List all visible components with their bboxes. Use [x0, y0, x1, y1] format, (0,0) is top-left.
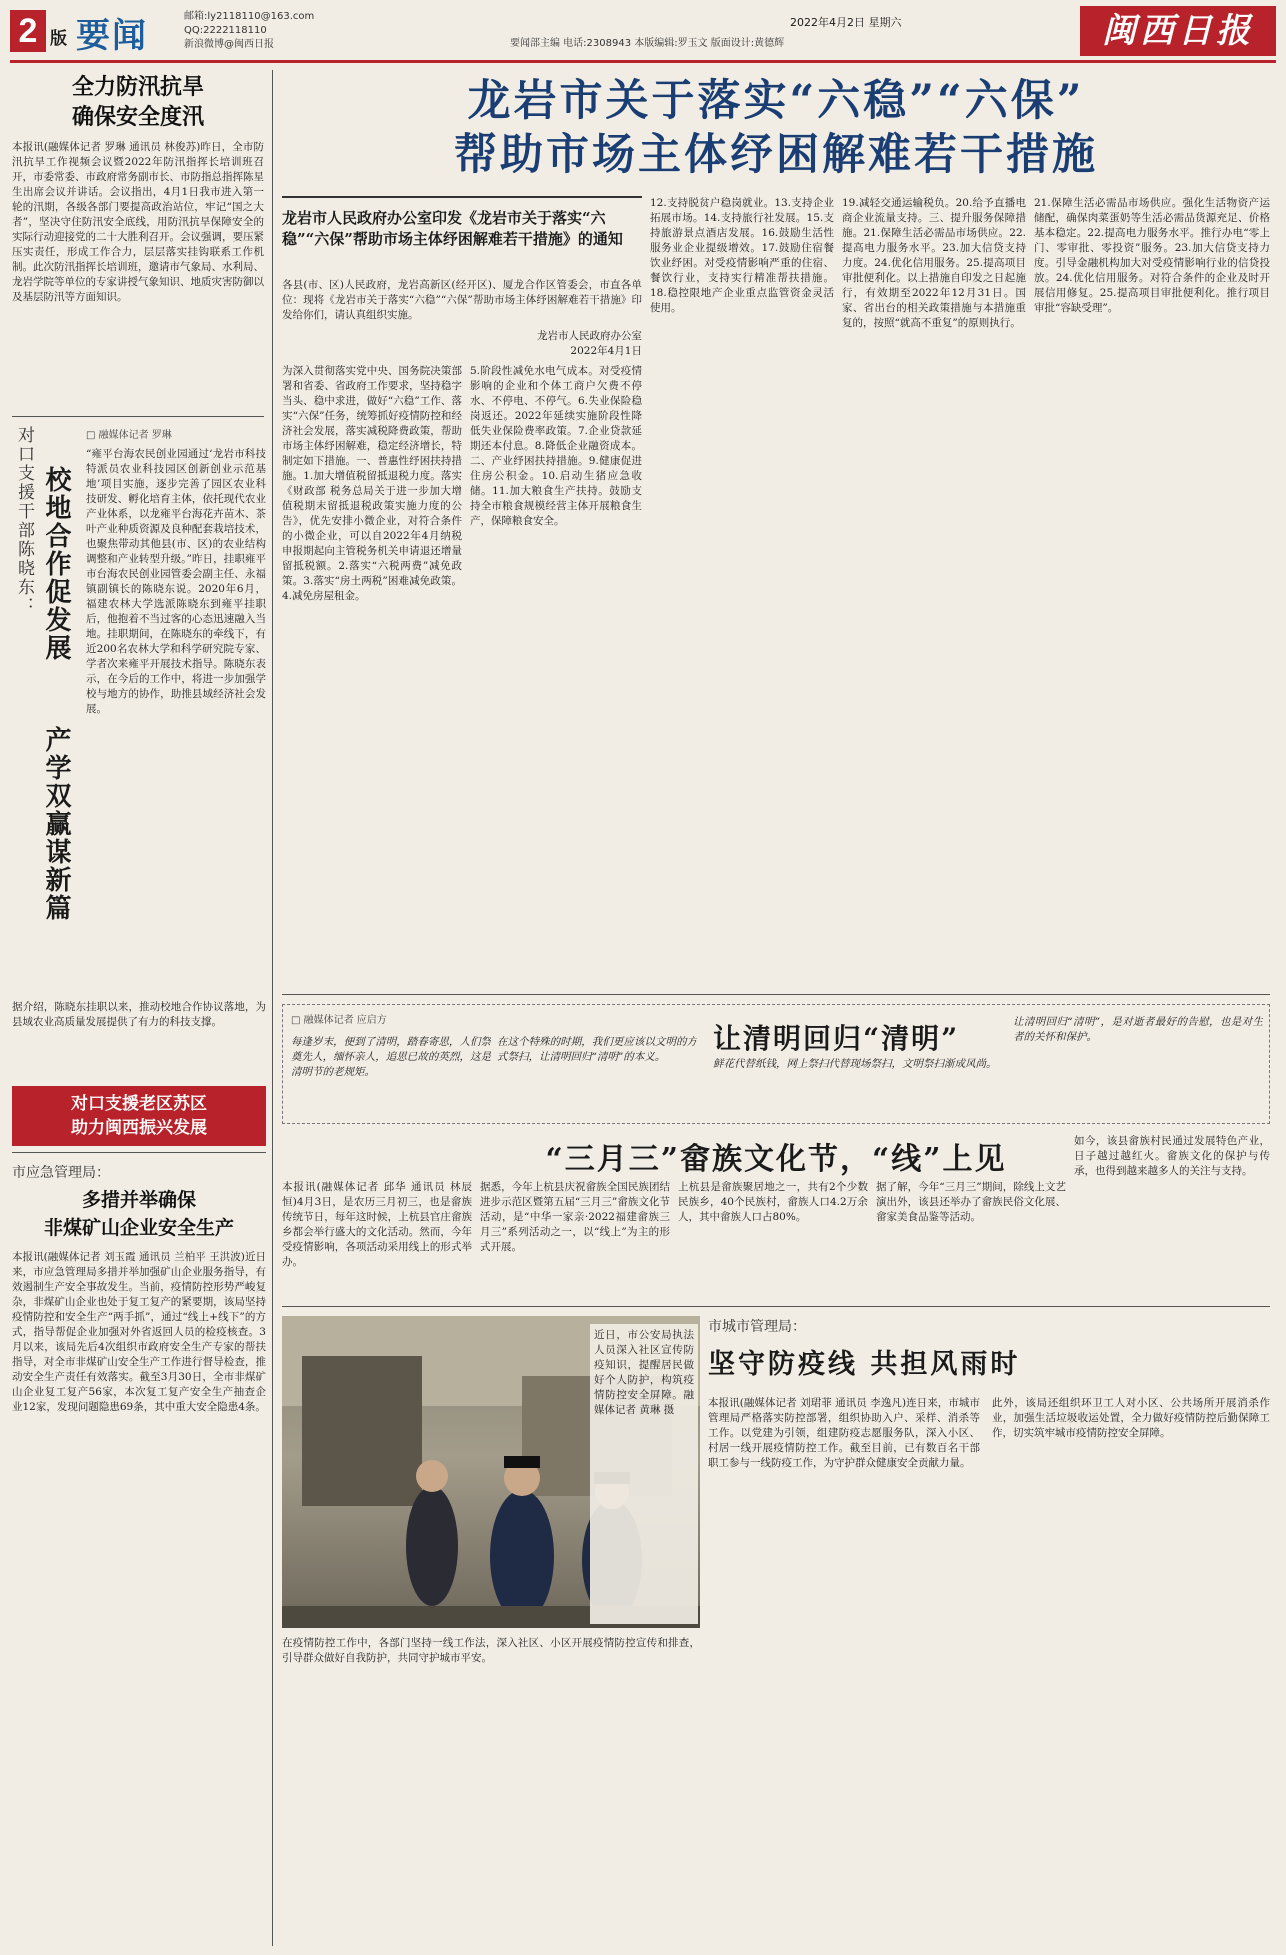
flood-headline-2: 确保安全度汛	[71, 104, 204, 130]
qingming-body-2: 在这个特殊的时期，我们更应该以文明的方式祭扫，让清明回归“清明”的本义。	[497, 1036, 697, 1063]
editors-line: 要闻部主编 电话:2308943 本版编辑:罗玉文 版面设计:黄德辉	[510, 38, 785, 49]
notice-date: 2022年4月1日	[570, 345, 642, 357]
notice-signer: 龙岩市人民政府办公室	[537, 330, 642, 342]
contact-email: 邮箱:ly2118110@163.com	[184, 11, 315, 22]
sanyuesan-body-2: 据悉，今年上杭县庆祝畲族全国民族团结进步示范区暨第五届“三月三”畲族文化节活动，是“中华一家亲·2022福建畲族三月三”系列活动之一，以“线上”为主的形式开展。	[480, 1181, 670, 1253]
feature-body: “雍平台海农民创业园通过‘龙岩市科技特派员农业科技园区创新创业示范基地’项目实施，逐步完善了园区农业科技研发、孵化培育主体，依托现代农业产业体系，以龙雍平台海花卉苗木、茶叶产业种质资源及良种配套栽培技术，也聚焦带动其他县(市、区)的农业结构调整和产业转型升级。”昨日，挂职雍平市台海农民创业园管委会副主任、永福镇副镇长的陈晓东说。2020年6月，福建农林大学选派陈晓东到雍平挂职后，他抱着不当过客的心态迅速融入当地。挂职期间，在陈晓东的牵线下，有近200名农林大学和科学研究院专家、学者次来雍平开展技术指导。陈晓东表示，在今后的工作中，将进一步加强学校与地方的协作，助推县域经济社会发展。	[86, 448, 266, 715]
sanyuesan-body-3: 上杭县是畲族聚居地之一，共有2个少数民族乡，40个民族村，畲族人口4.2万余人，其中畲族人口占80%。	[678, 1181, 868, 1223]
sanyuesan-body-5: 如今，该县畲族村民通过发展特色产业，日子越过越红火。畲族文化的保护与传承，也得到越来越多人的关注与支持。	[1074, 1135, 1270, 1177]
support-ribbon	[12, 1086, 266, 1146]
qingming-byline: □ 融媒体记者 应启方	[291, 1015, 387, 1026]
section-name: 要闻	[76, 16, 148, 56]
safety-headline-2: 非煤矿山企业安全生产	[43, 1217, 234, 1239]
qingming-body-3: 鲜花代替纸钱，网上祭扫代替现场祭扫，文明祭扫渐成风尚。	[713, 1058, 997, 1070]
divider-col1-b	[12, 1152, 266, 1153]
contact-qq: QQ:2222118110	[184, 25, 267, 36]
main-title-line-2: 帮助市场主体纾困解难若干措施	[454, 130, 1098, 180]
city-mgmt-article	[708, 1316, 1270, 1946]
main-title-line-1: 龙岩市关于落实“六稳”“六保”	[467, 76, 1085, 126]
qingming-box	[282, 1004, 1270, 1124]
flood-article	[12, 72, 264, 412]
masthead-logo: 闽西日报	[1080, 6, 1276, 56]
feature-kicker: 对口支援干部陈晓东：	[14, 426, 34, 616]
notice-box	[282, 196, 642, 357]
qingming-body-1: 每逢岁末，便到了清明，踏春寄思，人们祭奠先人，缅怀亲人，追思已故的英烈，这是清明节的老规矩。	[291, 1036, 491, 1078]
main-title	[282, 74, 1270, 186]
safety-headline-1: 多措并举确保	[81, 1189, 196, 1211]
feature-title-1: 校地合作促发展	[41, 466, 71, 662]
feature-title-2: 产学双赢谋新篇	[41, 726, 71, 922]
city-headline: 坚守防疫线 共担风雨时	[708, 1349, 1021, 1380]
ribbon-line-2: 助力闽西振兴发展	[71, 1118, 207, 1138]
safety-article	[12, 1162, 266, 1948]
photo-caption: 近日，市公安局执法人员深入社区宣传防疫知识，提醒居民做好个人防护，构筑疫情防控安全屏障。融媒体记者 黄琳 摄	[590, 1324, 698, 1624]
contact-weibo: 新浪微博@闽西日报	[184, 39, 274, 50]
divider-sanyuesan-bottom	[282, 1306, 1270, 1307]
divider-col1-a	[12, 416, 264, 417]
measures-col-d: 19.减轻交通运输税负。20.给予直播电商企业流量支持。三、提升服务保障措施。21.保障生活必需品市场供应。22.提高电力服务水平。23.加大信贷支持力度。24.优化信用服务。25.提高项目审批便利化。以上措施自印发之日起施行，有效期至2022年12月31日。国家、省出台的相关政策措施与本措施重复的，按照“就高不重复”的原则执行。	[842, 197, 1026, 329]
page-number-suffix: 版	[50, 29, 67, 49]
measures-col-b: 5.阶段性减免水电气成本。对受疫情影响的企业和个体工商户欠费不停水、不停电、不停气。6.失业保险稳岗返还。2022年延续实施阶段性降低失业保险费率政策。7.企业贷款延期还本付息。8.降低企业融资成本。二、产业纾困扶持措施。9.健康促进住房公积金。10.启动生猪应急收储。11.加大粮食生产扶持。鼓励支持全市粮食规模经营主体开展粮食生产，保障粮食安全。	[470, 365, 642, 527]
city-body-right: 此外，该局还组织环卫工人对小区、公共场所开展消杀作业，加强生活垃圾收运处置，全力做好疫情防控后勤保障工作，切实筑牢城市疫情防控安全屏障。	[992, 1397, 1270, 1439]
notice-body: 各县(市、区)人民政府，龙岩高新区(经开区)、厦龙合作区管委会，市直各单位：现将《龙岩市关于落实“六稳”“六保”帮助市场主体纾困解难若干措施》印发给你们，请认真组织实施。	[282, 279, 642, 321]
measures-col-c: 12.支持脱贫户稳岗就业。13.支持企业拓展市场。14.支持旅行社发展。15.支持旅游景点酒店发展。16.鼓励生活性服务业企业提级增效。17.鼓励住宿餐饮业纾困。对受疫情影响严重的住宿、餐饮行业，支持实行精准帮扶措施。18.稳控限地产企业重点监管资金灵活使用。	[650, 197, 834, 314]
sanyuesan-body-4: 据了解，今年“三月三”期间，除线上文艺演出外，该县还举办了畲族民俗文化展、畲家美食品鉴等活动。	[876, 1181, 1066, 1223]
page-number-badge: 2	[10, 10, 46, 52]
notice-title: 龙岩市人民政府办公室印发《龙岩市关于落实“六稳”“六保”帮助市场主体纾困解难若干措施》的通知	[282, 209, 623, 248]
city-body-left: 本报讯(融媒体记者 刘珺菲 通讯员 李逸凡)连日来，市城市管理局严格落实防控部署，组织协助入户、采样、消杀等工作。以党建为引领，组建防疫志愿服务队，深入小区、村居一线开展疫情防控工作。截至目前，已有数百名干部职工参与一线防疫工作，为守护群众健康安全贡献力量。	[708, 1397, 980, 1469]
ribbon-line-1: 对口支援老区苏区	[71, 1094, 207, 1114]
feature-article	[86, 426, 266, 986]
date-line: 2022年4月2日 星期六	[790, 16, 902, 29]
qingming-body-4: 让清明回归“清明”，是对逝者最好的告慰，也是对生者的关怀和保护。	[1013, 1016, 1263, 1043]
flood-body: 本报讯(融媒体记者 罗琳 通讯员 林俊苏)昨日，全市防汛抗旱工作视频会议暨2022年防汛指挥长培训班召开，市委常委、市政府常务副市长、市防指总指挥陈星生出席会议并讲话。会议指出，4月1日我市进入第一轮的汛期，各级各部门要提高政治站位，牢记“国之大者”，坚决守住防汛安全底线，用防汛抗旱保障安全的实际行动迎接党的二十大胜利召开。会议强调，要压紧压实责任，形成工作合力，层层落实挂钩联系工作机制。此次防汛指挥长培训班，邀请市气象局、水利局、龙岩学院等单位的专家讲授气象知识、地质灾害防御以及基层防汛等方面知识。	[12, 141, 264, 303]
photo-bottom-text: 在疫情防控工作中，各部门坚持一线工作法，深入社区、小区开展疫情防控宣传和排查，引导群众做好自我防护，共同守护城市平安。	[282, 1637, 700, 1664]
measures-col-e: 21.保障生活必需品市场供应。强化生活物资产运储配，确保肉菜蛋奶等生活必需品货源充足、价格基本稳定。22.提高电力服务水平。推行办电“零上门、零审批、零投资”服务。23.加大信贷支持力度。引导金融机构加大对受疫情影响行业的信贷投放。24.优化信用服务。对符合条件的企业及时开展信用修复。25.提高项目审批便利化。推行项目审批“容缺受理”。	[1034, 197, 1270, 314]
contact-info	[184, 10, 314, 52]
safety-body: 本报讯(融媒体记者 刘玉霞 通讯员 兰柏平 王洪波)近日来，市应急管理局多措并举加强矿山企业服务指导，有效遏制生产安全事故发生。当前，疫情防控形势严峻复杂，非煤矿山企业也处于复工复产的紧要期，该局坚持疫情防控和安全生产“两手抓”，通过“线上+线下”的方式，指导帮促企业加强对外省返回人员的检疫核查。3月以来，该局先后4次组织市政府安全生产专家的帮扶指导，对全市非煤矿山安全生产工作进行督导检查，推动安全生产责任有效落实。截至3月30日，全市非煤矿山企业复工复产56家，本次复工复产安全生产抽查企业12家，发现问题隐患69条，其中重大安全隐患4条。	[12, 1251, 266, 1413]
header-rule	[10, 60, 1276, 63]
flood-headline-1: 全力防汛抗旱	[71, 74, 204, 100]
feature-byline: □ 融媒体记者 罗琳	[86, 430, 172, 441]
feature-body-continued: 据介绍，陈晓东挂职以来，推动校地合作协议落地，为县域农业高质量发展提供了有力的科技支撑。	[12, 1001, 266, 1028]
measures-col-a: 为深入贯彻落实党中央、国务院决策部署和省委、省政府工作要求，坚持稳字当头、稳中求进，做好“六稳”工作、落实“六保”任务，统筹抓好疫情防控和经济社会发展，落实减税降费政策，帮助市场主体纾困解难，稳定经济增长，特制定如下措施。一、普惠性纾困扶持措施。1.加大增值税留抵退税力度。落实《财政部 税务总局关于进一步加大增值税期末留抵退税政策实施力度的公告》，优先安排小微企业，对符合条件的小微企业，可以自2022年4月纳税申报期起向主管税务机关申请退还增量留抵税额。2.落实“六税两费”减免政策。3.落实“房土两税”困难减免政策。4.减免房屋租金。	[282, 365, 462, 602]
sanyuesan-title: “三月三”畲族文化节，“线”上见	[545, 1142, 1007, 1177]
safety-kicker: 市应急管理局：	[12, 1165, 110, 1181]
qingming-title: 让清明回归“清明”	[713, 1022, 960, 1055]
vertical-rule-main	[272, 70, 273, 1946]
sanyuesan-body-1: 本报讯(融媒体记者 邱华 通讯员 林辰恒)4月3日，是农历三月初三，也是畲族传统节日，每年这时候，上杭县官庄畲族乡都会举行盛大的文化活动。然而，今年受疫情影响，各项活动采用线上的形式举办。	[282, 1181, 472, 1268]
divider-measures-bottom	[282, 994, 1270, 995]
page-header	[10, 8, 1276, 58]
city-kicker: 市城市管理局：	[708, 1319, 806, 1335]
